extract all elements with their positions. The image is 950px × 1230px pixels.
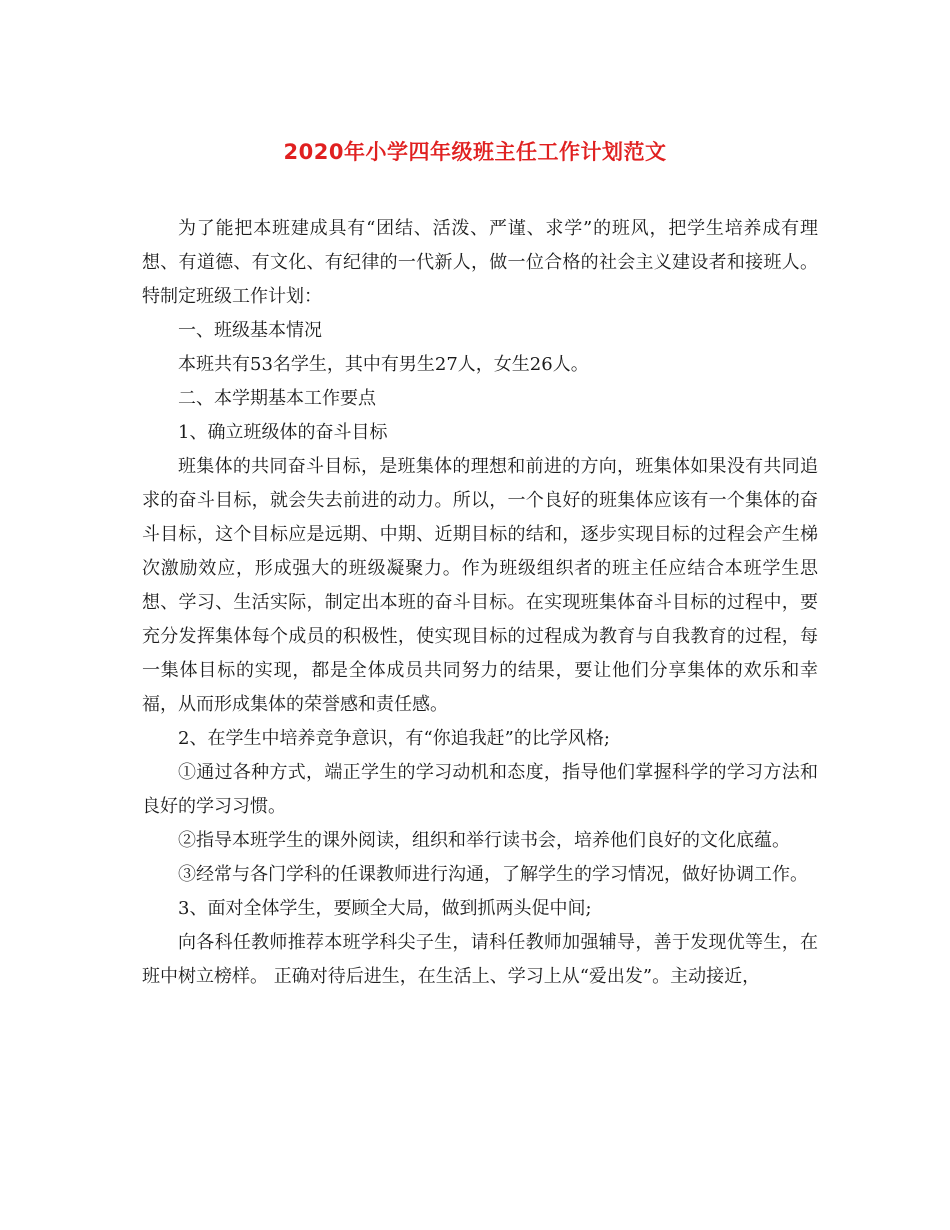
- heading-class-basic-info: 一、班级基本情况: [178, 320, 322, 341]
- document-body: [142, 212, 818, 994]
- list-item-2-2: ②指导本班学生的课外阅读，组织和举行读书会，培养他们良好的文化底蕴。: [178, 830, 790, 851]
- list-item-2-3: ③经常与各门学科的任课教师进行沟通，了解学生的学习情况，做好协调工作。: [178, 864, 808, 885]
- paragraph-point-1: 班集体的共同奋斗目标，是班集体的理想和前进的方向，班集体如果没有共同追求的奋斗目标，就会失去前进的动力。所以，一个良好的班集体应该有一个集体的奋斗目标，这个目标应是远期、中期、近期目标的结和，逐步实现目标的过程会产生梯次激励效应，形成强大的班级凝聚力。作为班级组织者的班主任应结合本班学生思想、学习、生活实际，制定出本班的奋斗目标。在实现班集体奋斗目标的过程中，要充分发挥集体每个成员的积极性，使实现目标的过程成为教育与自我教育的过程，每一集体目标的实现，都是全体成员共同努力的结果，要让他们分享集体的欢乐和幸福，从而形成集体的荣誉感和责任感。: [142, 456, 818, 715]
- paragraph-intro: 为了能把本班建成具有“团结、活泼、严谨、求学”的班风，把学生培养成有理想、有道德、有文化、有纪律的一代新人，做一位合格的社会主义建设者和接班人。特制定班级工作计划：: [142, 218, 818, 307]
- document-title: 2020年小学四年级班主任工作计划范文: [283, 140, 667, 164]
- heading-point-1: 1、确立班级体的奋斗目标: [178, 422, 388, 443]
- paragraph-point-3: 向各科任教师推荐本班学科尖子生，请科任教师加强辅导，善于发现优等生，在班中树立榜样。 正确对待后进生，在生活上、学习上从“爱出发”。主动接近，: [142, 932, 818, 987]
- list-item-2-1: ①通过各种方式，端正学生的学习动机和态度，指导他们掌握科学的学习方法和良好的学习习惯。: [142, 762, 818, 817]
- paragraph-class-size: 本班共有53名学生，其中有男生27人，女生26人。: [178, 354, 589, 375]
- heading-point-3: 3、面对全体学生，要顾全大局，做到抓两头促中间;: [178, 898, 592, 919]
- heading-point-2: 2、在学生中培养竞争意识，有“你追我赶”的比学风格;: [178, 728, 610, 749]
- heading-work-points: 二、本学期基本工作要点: [178, 388, 376, 409]
